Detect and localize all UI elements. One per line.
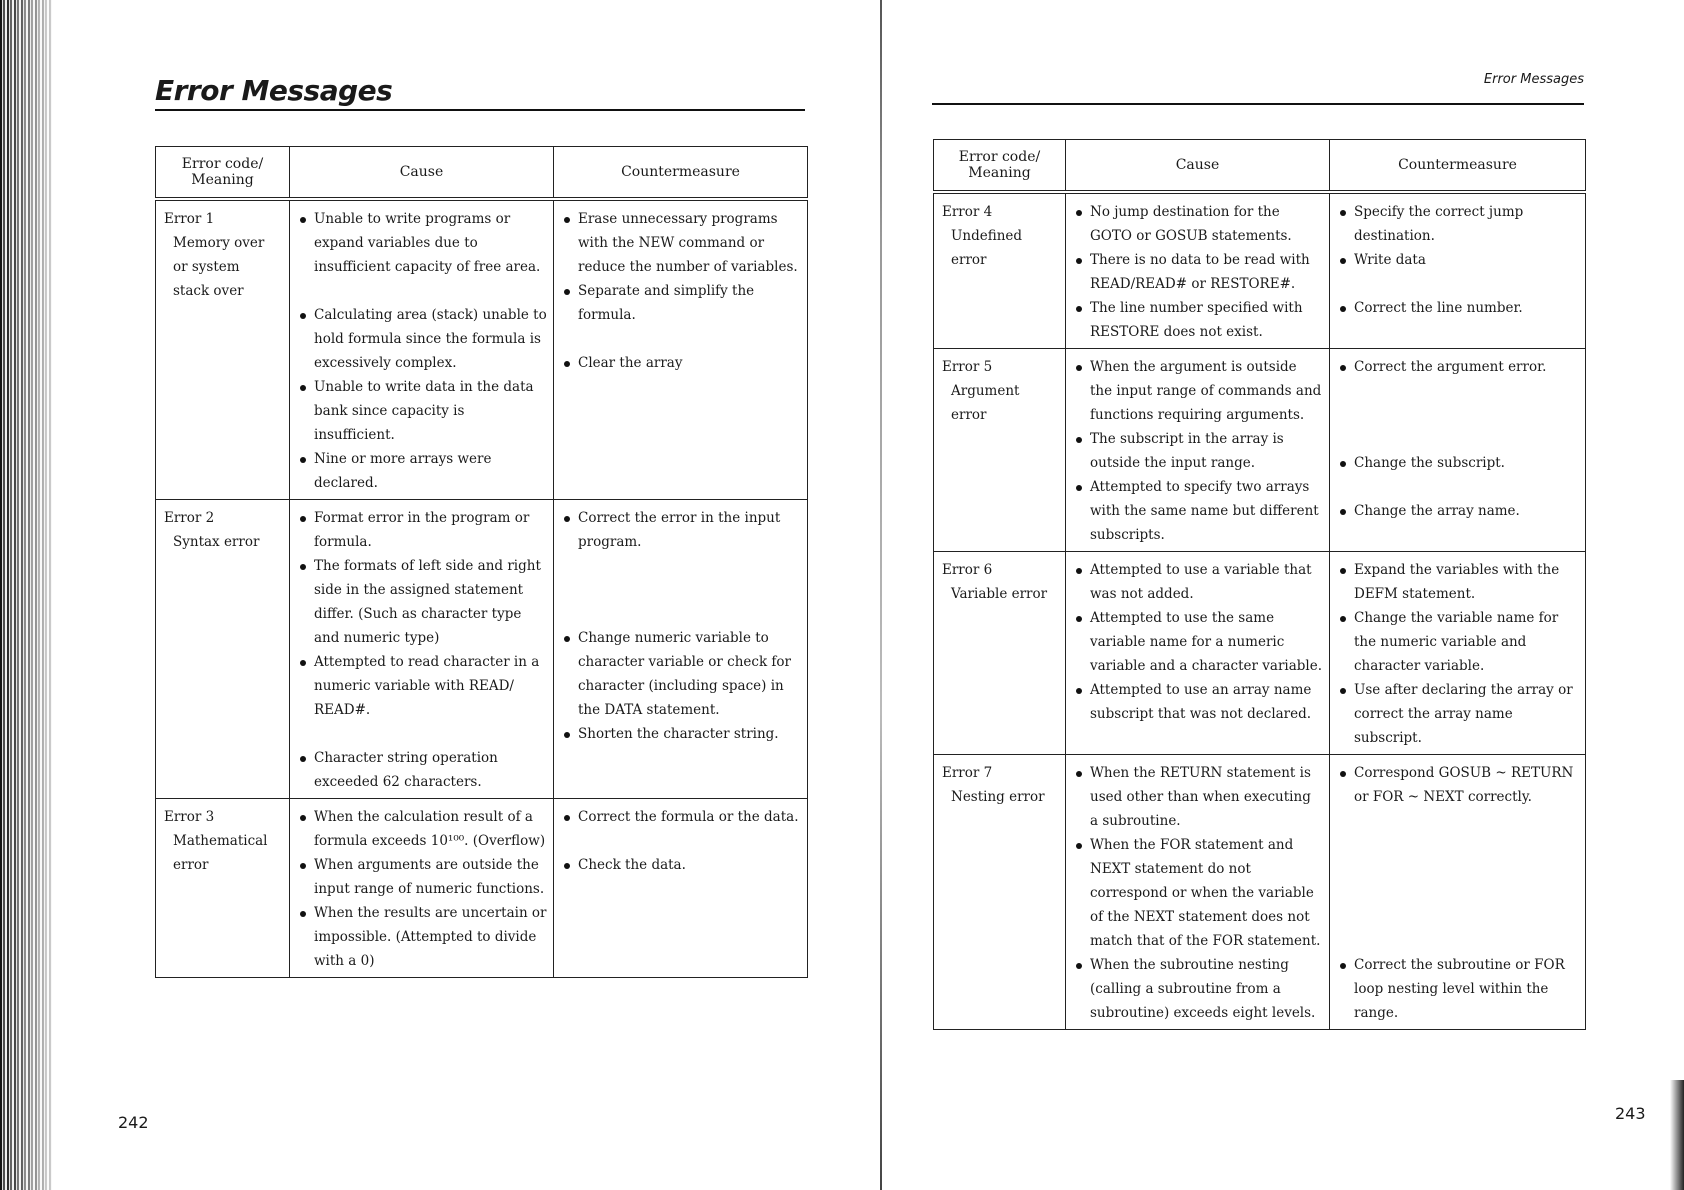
header-cause: Cause [290, 147, 554, 200]
cause-cell [290, 199, 554, 500]
countermeasure-cell [1330, 755, 1586, 1030]
countermeasure-item: Write data [1338, 248, 1579, 272]
cause-item: The subscript in the array is outside the input range. [1074, 427, 1323, 475]
table-row [934, 192, 1586, 349]
countermeasure-item: Clear the array [562, 351, 801, 375]
countermeasure-item: Correct the subroutine or FOR loop nesting level within the range. [1338, 953, 1579, 1025]
page-gutter [880, 0, 882, 1190]
cause-item: Unable to write data in the data bank since capacity is insufficient. [298, 375, 547, 447]
cause-item: The formats of left side and right side in the assigned statement differ. (Such as character type and numeric type) [298, 554, 547, 650]
header-cause: Cause [1066, 140, 1330, 193]
countermeasure-item: Shorten the character string. [562, 722, 801, 746]
book-edge-shadow [1670, 1080, 1684, 1190]
cause-item: When the argument is outside the input range of commands and functions requiring arguments. [1074, 355, 1323, 427]
error-meaning: Nesting error [951, 789, 1045, 805]
cause-cell [1066, 755, 1330, 1030]
error-code: Error 4 [942, 204, 993, 220]
error-meaning: Mathematical error [173, 833, 268, 873]
table-header-row [934, 140, 1586, 193]
cause-cell [1066, 192, 1330, 349]
cause-item: When arguments are outside the input range of numeric functions. [298, 853, 547, 901]
countermeasure-item: Change the variable name for the numeric variable and character variable. [1338, 606, 1579, 678]
cause-item: Attempted to specify two arrays with the same name but different subscripts. [1074, 475, 1323, 547]
countermeasure-item: Correct the argument error. [1338, 355, 1579, 379]
table-row [934, 349, 1586, 552]
error-meaning: Memory over or system stack over [173, 235, 265, 299]
error-table-right [933, 139, 1586, 1030]
countermeasure-cell [554, 500, 808, 799]
code-cell [934, 755, 1066, 1030]
countermeasure-cell [554, 199, 808, 500]
cause-item: There is no data to be read with READ/READ# or RESTORE#. [1074, 248, 1323, 296]
running-head: Error Messages [1483, 72, 1584, 87]
countermeasure-cell [1330, 552, 1586, 755]
error-code: Error 7 [942, 765, 993, 781]
table-row [156, 199, 808, 500]
countermeasure-item: Expand the variables with the DEFM statement. [1338, 558, 1579, 606]
error-meaning: Syntax error [173, 534, 260, 550]
header-countermeasure: Countermeasure [554, 147, 808, 200]
cause-cell [290, 500, 554, 799]
table-row [934, 552, 1586, 755]
page-title: Error Messages [155, 74, 393, 107]
error-code: Error 1 [164, 211, 215, 227]
cause-item: The line number specified with RESTORE does not exist. [1074, 296, 1323, 344]
cause-item: Attempted to use an array name subscript that was not declared. [1074, 678, 1323, 726]
countermeasure-item: Change the array name. [1338, 499, 1579, 523]
book-binding-shadow [0, 0, 52, 1190]
countermeasure-item: Correct the line number. [1338, 296, 1579, 320]
table-header-row [156, 147, 808, 200]
header-rule [932, 103, 1584, 105]
countermeasure-item: Use after declaring the array or correct the array name subscript. [1338, 678, 1579, 750]
table-row [934, 755, 1586, 1030]
error-code: Error 2 [164, 510, 215, 526]
cause-item: Unable to write programs or expand variables due to insufficient capacity of free area. [298, 207, 547, 279]
countermeasure-item: Separate and simplify the formula. [562, 279, 801, 327]
code-cell [156, 500, 290, 799]
countermeasure-item: Correct the error in the input program. [562, 506, 801, 554]
countermeasure-item: Change numeric variable to character variable or check for character (including space) in the DATA statement. [562, 626, 801, 722]
error-meaning: Argument error [951, 383, 1020, 423]
cause-item: When the subroutine nesting (calling a subroutine from a subroutine) exceeds eight levels. [1074, 953, 1323, 1025]
cause-item: Attempted to use the same variable name for a numeric variable and a character variable. [1074, 606, 1323, 678]
cause-item: Attempted to use a variable that was not added. [1074, 558, 1323, 606]
countermeasure-item: Correct the formula or the data. [562, 805, 801, 829]
code-cell [156, 199, 290, 500]
title-rule [155, 109, 805, 111]
error-meaning: Undefined error [951, 228, 1023, 268]
error-meaning: Variable error [951, 586, 1048, 602]
cause-item: Character string operation exceeded 62 characters. [298, 746, 547, 794]
cause-item: When the RETURN statement is used other than when executing a subroutine. [1074, 761, 1323, 833]
code-cell [934, 192, 1066, 349]
countermeasure-cell [554, 799, 808, 978]
countermeasure-item: Change the subscript. [1338, 451, 1579, 475]
error-table-left [155, 146, 808, 978]
countermeasure-item: Check the data. [562, 853, 801, 877]
page-number: 242 [118, 1113, 149, 1132]
cause-item: Format error in the program or formula. [298, 506, 547, 554]
error-code: Error 3 [164, 809, 215, 825]
countermeasure-item: Correspond GOSUB ~ RETURN or FOR ~ NEXT correctly. [1338, 761, 1579, 809]
header-countermeasure: Countermeasure [1330, 140, 1586, 193]
table-row [156, 500, 808, 799]
code-cell [934, 349, 1066, 552]
header-code: Error code/ Meaning [934, 140, 1066, 193]
cause-cell [1066, 349, 1330, 552]
cause-item: Nine or more arrays were declared. [298, 447, 547, 495]
countermeasure-item: Specify the correct jump destination. [1338, 200, 1579, 248]
cause-cell [1066, 552, 1330, 755]
error-code: Error 6 [942, 562, 993, 578]
cause-item: Calculating area (stack) unable to hold formula since the formula is excessively complex. [298, 303, 547, 375]
error-code: Error 5 [942, 359, 993, 375]
countermeasure-cell [1330, 349, 1586, 552]
cause-item: No jump destination for the GOTO or GOSUB statements. [1074, 200, 1323, 248]
countermeasure-item: Erase unnecessary programs with the NEW command or reduce the number of variables. [562, 207, 801, 279]
cause-item: When the results are uncertain or impossible. (Attempted to divide with a 0) [298, 901, 547, 973]
table-row [156, 799, 808, 978]
code-cell [934, 552, 1066, 755]
code-cell [156, 799, 290, 978]
header-code: Error code/ Meaning [156, 147, 290, 200]
cause-cell [290, 799, 554, 978]
cause-item: When the calculation result of a formula exceeds 10¹⁰⁰. (Overflow) [298, 805, 547, 853]
page-number: 243 [1615, 1104, 1646, 1123]
cause-item: Attempted to read character in a numeric variable with READ/ READ#. [298, 650, 547, 722]
countermeasure-cell [1330, 192, 1586, 349]
cause-item: When the FOR statement and NEXT statement do not correspond or when the variable of the NEXT statement does not match that of the FOR statement. [1074, 833, 1323, 953]
